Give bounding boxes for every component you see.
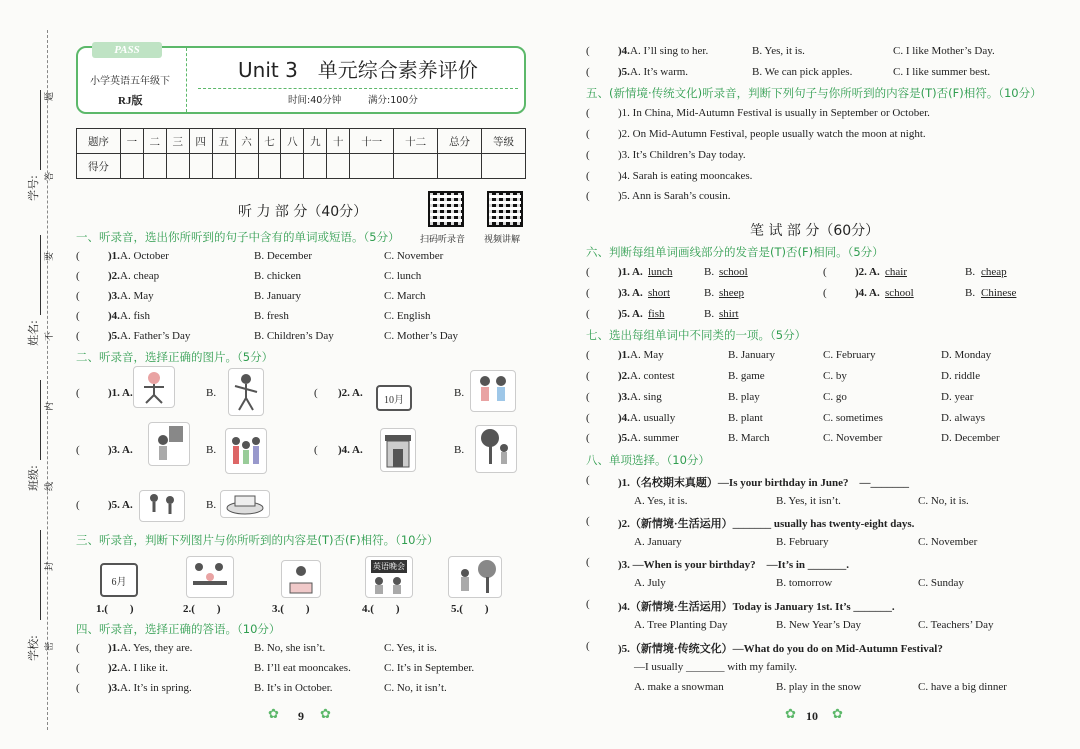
option-c[interactable]: C. March — [384, 290, 426, 302]
option-b[interactable]: B. January — [254, 290, 302, 302]
answer-blank[interactable]: ( — [586, 107, 590, 119]
question-text: )1.（名校期末真题）—Is your birthday in June? —_______ — [618, 477, 910, 489]
answer-blank[interactable]: ( — [586, 66, 590, 78]
score-cell: 十一 — [350, 129, 394, 154]
option-b-label: B. — [704, 287, 715, 299]
option-c[interactable]: C. Teachers’ Day — [918, 619, 994, 631]
option-a[interactable]: A. cheap — [120, 270, 160, 282]
q-number: )2. — [618, 370, 630, 382]
girl-dancing-picture[interactable] — [228, 368, 264, 416]
answer-blank[interactable]: ( — [76, 682, 80, 694]
option-b-label: B. — [704, 266, 715, 278]
edition-label: RJ版 — [118, 95, 143, 107]
score-header-row — [77, 129, 526, 154]
score-cell: 九 — [304, 129, 327, 154]
option-d[interactable]: D. Monday — [941, 349, 992, 361]
answer-blank[interactable]: ( — [586, 190, 590, 202]
section-2-title: 二、听录音，选择正确的图片。（5分） — [76, 350, 274, 364]
name-blank — [40, 235, 41, 315]
option-b[interactable]: B. March — [728, 432, 770, 444]
teacher-picture[interactable] — [148, 422, 190, 466]
option-c[interactable]: C. sometimes — [823, 412, 883, 424]
answer-blank[interactable]: ( — [76, 662, 80, 674]
section-6-title: 六、判断每组单词画线部分的发音是(T)否(F)相同。（5分） — [586, 245, 884, 259]
s3-label-4[interactable]: 4.( ) — [362, 603, 400, 615]
score-input[interactable] — [327, 154, 350, 179]
section-7-title: 七、选出每组单词中不同类的一项。（5分） — [586, 328, 807, 342]
seal-char: 内 — [45, 401, 56, 412]
page-number-right: 10 — [806, 709, 818, 723]
class-label: 班级: — [26, 465, 40, 491]
section-1-title: 一、听录音，选出你所听到的句子中含有的单词或短语。（5分） — [76, 230, 400, 244]
leaf-icon: ✿ — [785, 706, 796, 721]
option-b[interactable]: B. It’s in October. — [254, 682, 333, 694]
score-input[interactable] — [189, 154, 212, 179]
option-c[interactable]: C. Sunday — [918, 577, 964, 589]
option-b-label: B. — [965, 287, 976, 299]
option-b: B. — [206, 387, 217, 399]
mooncake-family-picture[interactable] — [186, 556, 234, 598]
section-4-title: 四、听录音，选择正确的答语。（10分） — [76, 622, 281, 636]
answer-blank[interactable]: ( — [586, 287, 590, 299]
option-a[interactable]: A. It’s in spring. — [120, 682, 192, 694]
option-c[interactable]: C. Yes, it is. — [384, 642, 437, 654]
option-c[interactable]: C. Mother’s Day — [384, 330, 459, 342]
q-number: )2. — [108, 662, 120, 674]
q-number: )3. A. — [108, 444, 133, 456]
option-a[interactable]: A. Father’s Day — [120, 330, 191, 342]
question-text: )4.（新情境·生活运用）Today is January 1st. It’s _______. — [618, 601, 895, 613]
name-label: 姓名: — [26, 320, 40, 346]
score-input[interactable] — [481, 154, 525, 179]
answer-blank[interactable]: ( — [823, 287, 827, 299]
gate-picture[interactable] — [380, 428, 416, 472]
id-label: 学号: — [26, 175, 40, 201]
option-b: B. — [206, 499, 217, 511]
score-cell: 五 — [212, 129, 235, 154]
q-number: )3. — [618, 391, 630, 403]
word-b: cheap — [981, 266, 1007, 278]
time-label: 时间:40分钟 — [288, 95, 342, 106]
option-b[interactable]: B. Children’s Day — [254, 330, 334, 342]
option-c[interactable]: C. November — [384, 250, 444, 262]
word-a: chair — [885, 266, 907, 278]
seal-char: 不 — [45, 331, 56, 342]
q-number: )5. — [618, 432, 630, 444]
option-a[interactable]: A. I like it. — [120, 662, 168, 674]
q-number: )4. A. — [338, 444, 363, 456]
boy-girl-picture[interactable] — [470, 370, 516, 412]
answer-blank[interactable]: ( — [76, 270, 80, 282]
qr-audio-caption: 扫码听录音 — [420, 235, 466, 245]
option-d[interactable]: D. year — [941, 391, 974, 403]
q-number: )1. — [108, 642, 120, 654]
option-b[interactable]: B. I’ll eat mooncakes. — [254, 662, 351, 674]
answer-blank[interactable]: ( — [586, 149, 590, 161]
seal-char: 要 — [45, 251, 56, 262]
option-c[interactable]: C. English — [384, 310, 431, 322]
q-number: )4. — [618, 412, 630, 424]
seal-char: 答 — [45, 171, 56, 182]
section-8-title: 八、单项选择。（10分） — [586, 453, 710, 467]
score-input[interactable] — [212, 154, 235, 179]
score-cell: 六 — [235, 129, 258, 154]
option-a[interactable]: A. May — [630, 349, 664, 361]
answer-blank[interactable]: ( — [586, 432, 590, 444]
option-b: B. — [454, 444, 465, 456]
paren: ( — [76, 444, 80, 456]
option-d[interactable]: D. always — [941, 412, 985, 424]
qr-code-video[interactable] — [487, 191, 523, 227]
question-text: —I usually _______ with my family. — [634, 661, 798, 673]
option-c[interactable]: C. No, it is. — [918, 495, 969, 507]
class-blank — [40, 380, 41, 460]
binding-line — [47, 30, 48, 730]
option-c[interactable]: C. November — [918, 536, 978, 548]
s3-label-5[interactable]: 5.( ) — [451, 603, 489, 615]
birthday-cake-picture[interactable] — [220, 490, 270, 518]
answer-blank[interactable]: ( — [586, 556, 590, 568]
option-c[interactable]: C. go — [823, 391, 847, 403]
option-b-label: B. — [965, 266, 976, 278]
kids-running-picture[interactable] — [139, 490, 185, 522]
q-number: )1. A. — [108, 387, 133, 399]
leaf-icon: ✿ — [268, 706, 279, 721]
q-number: )3. A. — [618, 287, 643, 299]
option-a[interactable]: A. May — [120, 290, 154, 302]
statement: )2. On Mid-Autumn Festival, people usually watch the moon at night. — [618, 128, 926, 140]
answer-blank[interactable]: ( — [586, 515, 590, 527]
q-number: )4. — [618, 45, 630, 57]
score-cell: 题序 — [77, 129, 121, 154]
score-cell: 七 — [258, 129, 281, 154]
option-a[interactable]: A. make a snowman — [634, 681, 724, 693]
page-number-left: 9 — [298, 709, 304, 723]
option-c[interactable]: C. No, it isn’t. — [384, 682, 447, 694]
section-3-title: 三、听录音，判断下列图片与你所听到的内容是(T)否(F)相符。（10分） — [76, 533, 439, 547]
section-5-title: 五、(新情境·传统文化)听录音，判断下列句子与你所听到的内容是(T)否(F)相符。（10分） — [586, 86, 1042, 100]
option-a[interactable]: A. July — [634, 577, 666, 589]
option-b[interactable]: B. February — [776, 536, 829, 548]
q-number: )1. — [618, 349, 630, 361]
q-number: )3. — [108, 290, 120, 302]
girl-jumping-picture[interactable] — [133, 366, 175, 408]
score-input[interactable] — [350, 154, 394, 179]
q-number: )1. — [108, 250, 120, 262]
option-c[interactable]: C. February — [823, 349, 876, 361]
option-b[interactable]: B. play — [728, 391, 760, 403]
option-a[interactable]: A. Tree Planting Day — [634, 619, 728, 631]
score-cell: 十二 — [394, 129, 438, 154]
option-c[interactable]: C. I like summer best. — [893, 66, 991, 78]
word-b: sheep — [719, 287, 745, 299]
question-text: )5.（新情境·传统文化）—What do you do on Mid-Autumn Festival? — [618, 643, 943, 655]
question-text: )3. —When is your birthday? —It’s in _______. — [618, 559, 850, 571]
paren: ( — [314, 387, 318, 399]
answer-blank[interactable]: ( — [586, 412, 590, 424]
paren: ( — [76, 387, 80, 399]
option-c[interactable]: C. I like Mother’s Day. — [893, 45, 995, 57]
word-b: shirt — [719, 308, 739, 320]
grade-label: 小学英语五年级下 — [90, 76, 170, 87]
header-divider — [186, 48, 187, 112]
option-a[interactable]: A. Yes, it is. — [634, 495, 688, 507]
score-input[interactable] — [281, 154, 304, 179]
word-b: school — [719, 266, 748, 278]
score-input[interactable] — [394, 154, 438, 179]
kids-outdoor-picture[interactable] — [448, 556, 502, 598]
option-b[interactable]: B. Yes, it is. — [752, 45, 805, 57]
seal-char: 封 — [45, 561, 56, 572]
q-number: )4. A. — [855, 287, 880, 299]
option-d[interactable]: D. December — [941, 432, 1000, 444]
statement: )4. Sarah is eating mooncakes. — [618, 170, 753, 182]
statement: )1. In China, Mid-Autumn Festival is usually in September or October. — [618, 107, 930, 119]
option-b-label: B. — [704, 308, 715, 320]
option-a[interactable]: A. I’ll sing to her. — [630, 45, 709, 57]
option-b[interactable]: B. chicken — [254, 270, 302, 282]
pass-logo: PASS — [92, 42, 162, 58]
calendar-text: 10月 — [384, 394, 404, 406]
word-b: Chinese — [981, 287, 1017, 299]
score-cell: 四 — [189, 129, 212, 154]
option-b: B. — [206, 444, 217, 456]
q-number: )5. A. — [618, 308, 643, 320]
paren: ( — [314, 444, 318, 456]
writing-title: 笔 试 部 分（60分） — [750, 223, 880, 239]
score-cell: 十 — [327, 129, 350, 154]
option-b: B. — [454, 387, 465, 399]
option-a[interactable]: A. usually — [630, 412, 676, 424]
option-b[interactable]: B. No, she isn’t. — [254, 642, 326, 654]
unit-header — [76, 46, 526, 114]
score-input[interactable] — [258, 154, 281, 179]
word-a: lunch — [648, 266, 673, 278]
option-b[interactable]: B. We can pick apples. — [752, 66, 853, 78]
option-a[interactable]: A. contest — [630, 370, 675, 382]
answer-blank[interactable]: ( — [586, 370, 590, 382]
word-a: short — [648, 287, 670, 299]
listening-title: 听 力 部 分（40分） — [238, 204, 368, 220]
option-b[interactable]: B. plant — [728, 412, 763, 424]
answer-blank[interactable]: ( — [586, 308, 590, 320]
answer-blank[interactable]: ( — [586, 474, 590, 486]
option-b[interactable]: B. Yes, it isn’t. — [776, 495, 841, 507]
answer-blank[interactable]: ( — [76, 330, 80, 342]
option-b[interactable]: B. tomorrow — [776, 577, 833, 589]
score-value-row — [77, 154, 526, 179]
answer-blank[interactable]: ( — [586, 598, 590, 610]
option-d[interactable]: D. riddle — [941, 370, 981, 382]
q-number: )2. A. — [855, 266, 880, 278]
score-row-label: 得分 — [77, 154, 121, 179]
answer-blank[interactable]: ( — [76, 290, 80, 302]
score-cell: 三 — [166, 129, 189, 154]
word-a: school — [885, 287, 914, 299]
answer-blank[interactable]: ( — [586, 349, 590, 361]
q-number: )1. A. — [618, 266, 643, 278]
score-input[interactable] — [166, 154, 189, 179]
s3-label-1[interactable]: 1.( ) — [96, 603, 134, 615]
q-number: )4. — [108, 310, 120, 322]
seal-char: 密 — [45, 641, 56, 652]
score-input[interactable] — [120, 154, 143, 179]
option-c[interactable]: C. by — [823, 370, 847, 382]
option-b[interactable]: B. fresh — [254, 310, 289, 322]
answer-blank[interactable]: ( — [586, 640, 590, 652]
q-number: )3. — [108, 682, 120, 694]
score-input[interactable] — [438, 154, 482, 179]
option-a[interactable]: A. October — [120, 250, 169, 262]
score-cell: 二 — [143, 129, 166, 154]
q-number: )5. — [108, 330, 120, 342]
score-cell: 八 — [281, 129, 304, 154]
option-c[interactable]: C. It’s in September. — [384, 662, 475, 674]
answer-blank[interactable]: ( — [586, 128, 590, 140]
option-b[interactable]: B. January — [728, 349, 776, 361]
answer-blank[interactable]: ( — [586, 266, 590, 278]
q-number: )2. A. — [338, 387, 363, 399]
id-blank — [40, 90, 41, 170]
score-table — [76, 128, 526, 179]
word-a: fish — [648, 308, 665, 320]
s3-label-3[interactable]: 3.( ) — [272, 603, 310, 615]
score-cell: 总分 — [438, 129, 482, 154]
answer-blank[interactable]: ( — [586, 170, 590, 182]
title-rule — [198, 88, 518, 89]
q-number: )5. A. — [108, 499, 133, 511]
answer-blank[interactable]: ( — [76, 250, 80, 262]
school-label: 学校: — [26, 635, 40, 661]
score-cell: 等级 — [481, 129, 525, 154]
calendar-june-picture[interactable] — [100, 563, 138, 597]
family-picture[interactable] — [225, 428, 267, 474]
qr-code-audio[interactable] — [428, 191, 464, 227]
statement: )3. It’s Children’s Day today. — [618, 149, 746, 161]
leaf-icon: ✿ — [320, 706, 331, 721]
calendar-picture[interactable] — [376, 385, 412, 411]
birthday-girl-picture[interactable] — [281, 560, 321, 598]
option-a[interactable]: A. It’s warm. — [630, 66, 689, 78]
seal-char: 题 — [45, 91, 56, 102]
answer-blank[interactable]: ( — [586, 45, 590, 57]
school-blank — [40, 530, 41, 620]
option-c[interactable]: C. November — [823, 432, 883, 444]
answer-blank[interactable]: ( — [76, 310, 80, 322]
statement: )5. Ann is Sarah’s cousin. — [618, 190, 731, 202]
score-input[interactable] — [143, 154, 166, 179]
answer-blank[interactable]: ( — [76, 642, 80, 654]
option-b[interactable]: B. game — [728, 370, 765, 382]
paren: ( — [76, 499, 80, 511]
option-c[interactable]: C. lunch — [384, 270, 422, 282]
score-input[interactable] — [235, 154, 258, 179]
seal-char: 线 — [45, 481, 56, 492]
q-number: )2. — [108, 270, 120, 282]
option-a[interactable]: A. sing — [630, 391, 662, 403]
english-party-picture[interactable] — [365, 556, 413, 598]
unit-title: Unit 3 单元综合素养评价 — [238, 58, 478, 82]
s3-label-2[interactable]: 2.( ) — [183, 603, 221, 615]
qr-video-caption: 视频讲解 — [484, 235, 521, 245]
option-a[interactable]: A. January — [634, 536, 682, 548]
option-b[interactable]: B. New Year’s Day — [776, 619, 862, 631]
option-a[interactable]: A. fish — [120, 310, 150, 322]
option-b[interactable]: B. December — [254, 250, 313, 262]
score-cell: 一 — [120, 129, 143, 154]
answer-blank[interactable]: ( — [586, 391, 590, 403]
leaf-icon: ✿ — [832, 706, 843, 721]
question-text: )2.（新情境·生活运用）_______ usually has twenty-eight days. — [618, 518, 915, 530]
option-a[interactable]: A. Yes, they are. — [120, 642, 193, 654]
answer-blank[interactable]: ( — [823, 266, 827, 278]
tree-planting-picture[interactable] — [475, 425, 517, 473]
q-number: )5. — [618, 66, 630, 78]
option-b[interactable]: B. play in the snow — [776, 681, 862, 693]
calendar-text: 6月 — [111, 576, 127, 588]
binding-strip — [0, 0, 70, 749]
score-input[interactable] — [304, 154, 327, 179]
full-score-label: 满分:100分 — [368, 95, 418, 106]
option-c[interactable]: C. have a big dinner — [918, 681, 1007, 693]
option-a[interactable]: A. summer — [630, 432, 679, 444]
party-sign-text: 英语晚会 — [373, 561, 405, 571]
